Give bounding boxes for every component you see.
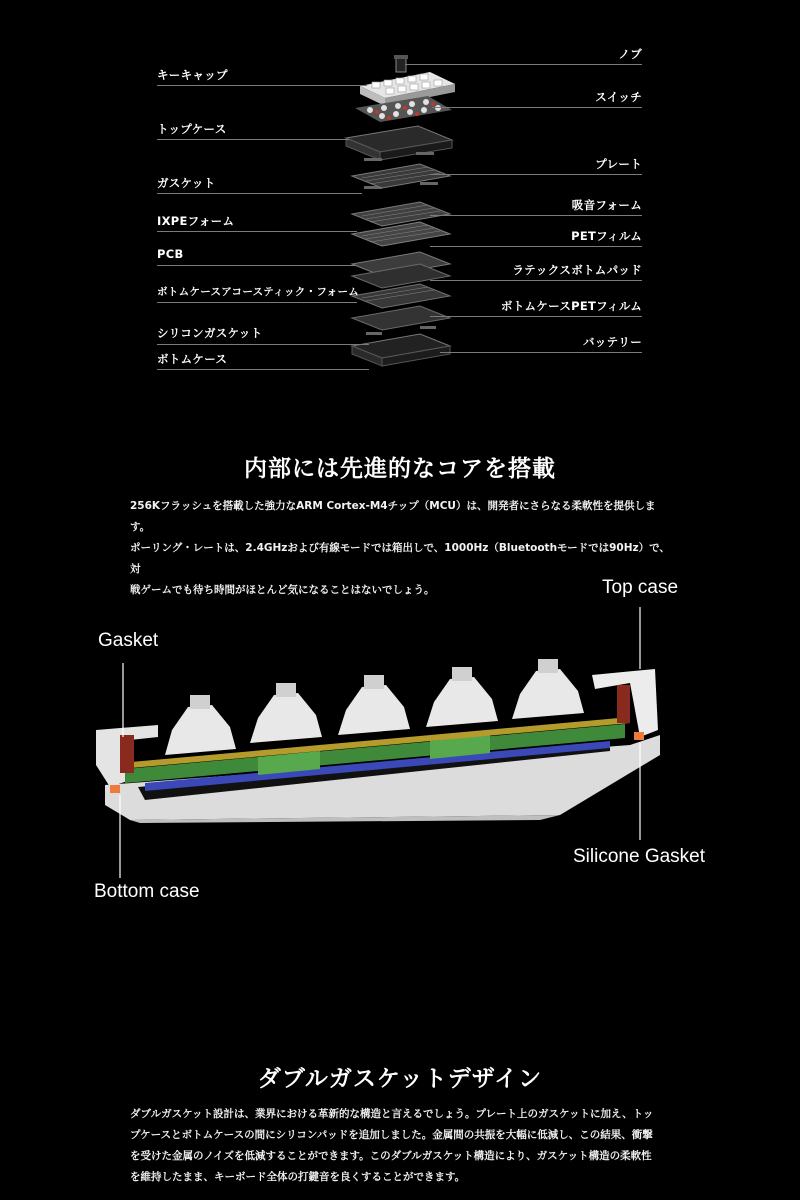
double-gasket-line: を維持したまま、キーボード全体の打鍵音を良くすることができます。 <box>130 1171 466 1183</box>
label-gasket: ガスケット <box>157 176 216 190</box>
silicone-gasket-right <box>634 732 644 740</box>
core-line: 256Kフラッシュを搭載した強力なARM Cortex-M4チップ（MCU）は、開発者にさらなる柔軟性を提供します。 <box>130 500 656 533</box>
gasket-left <box>120 735 134 773</box>
double-gasket-line: プケースとボトムケースの間にシリコンパッドを追加しました。金属間の共振を大幅に低減し、この結果、衝撃 <box>130 1129 653 1141</box>
stacked-layers <box>352 164 450 366</box>
label-top-case: トップケース <box>157 122 227 136</box>
leader-line <box>157 369 369 370</box>
leader-line <box>430 280 642 281</box>
double-gasket-paragraph <box>130 1104 675 1188</box>
leader-line <box>157 265 357 266</box>
label-knob: ノブ <box>618 47 642 61</box>
core-line: 戦ゲームでも待ち時間がほとんど気になることはないでしょう。 <box>130 584 435 596</box>
label-sound-foam: 吸音フォーム <box>571 198 642 212</box>
double-gasket-title: ダブルガスケットデザイン <box>257 1066 543 1092</box>
leader-line <box>157 231 357 232</box>
leader-line <box>432 107 642 108</box>
label-battery: バッテリー <box>583 335 642 349</box>
leader-line <box>157 344 369 345</box>
label-silicone-gasket: シリコンガスケット <box>157 326 263 340</box>
label-bottom-case-en: Bottom case <box>94 881 200 902</box>
label-gasket-en: Gasket <box>98 630 159 651</box>
exploded-view-diagram <box>0 0 800 390</box>
leader-line <box>440 352 642 353</box>
cross-section-svg <box>0 565 800 925</box>
exploded-layers-svg <box>0 0 800 390</box>
leader-line <box>430 316 642 317</box>
label-bottom-case: ボトムケース <box>157 352 228 366</box>
label-silicone-gasket-en: Silicone Gasket <box>573 846 706 867</box>
label-plate: プレート <box>595 157 642 171</box>
label-top-case-en: Top case <box>602 577 679 598</box>
leader-line <box>157 139 349 140</box>
silicone-gasket-left <box>110 785 120 793</box>
leader-line <box>157 193 362 194</box>
double-gasket-line: を受けた金属のノイズを低減することができます。このダブルガスケット構造により、ガスケット構造の柔軟性 <box>130 1150 652 1162</box>
label-bottom-acoustic-foam: ボトムケースアコースティック・フォーム <box>157 286 360 298</box>
cross-section-diagram <box>0 565 800 925</box>
double-gasket-line: ダブルガスケット設計は、業界における革新的な構造と言えるでしょう。プレート上のガスケットに加え、トッ <box>130 1108 654 1120</box>
label-latex-bottom-pad: ラテックスボトムパッド <box>512 263 642 277</box>
leader-line <box>405 64 642 65</box>
leader-line <box>157 302 357 303</box>
label-switch: スイッチ <box>595 90 642 104</box>
leader-line <box>157 85 367 86</box>
leader-line <box>430 215 642 216</box>
label-keycap: キーキャップ <box>157 68 228 82</box>
gasket-right <box>617 685 630 723</box>
top-case-layer <box>346 126 452 160</box>
core-section-title: 内部には先進的なコアを搭載 <box>244 456 556 482</box>
leader-line <box>430 246 642 247</box>
core-line: ポーリング・レートは、2.4GHzおよび有線モードでは箱出しで、1000Hz（Bluetoothモードでは90Hz）で、対 <box>130 542 670 575</box>
leader-line <box>430 174 642 175</box>
label-ixpe-foam: IXPEフォーム <box>157 214 235 228</box>
label-pet-film: PETフィルム <box>571 229 642 243</box>
label-bottom-case-pet-film: ボトムケースPETフィルム <box>500 299 642 313</box>
label-pcb: PCB <box>157 247 184 261</box>
